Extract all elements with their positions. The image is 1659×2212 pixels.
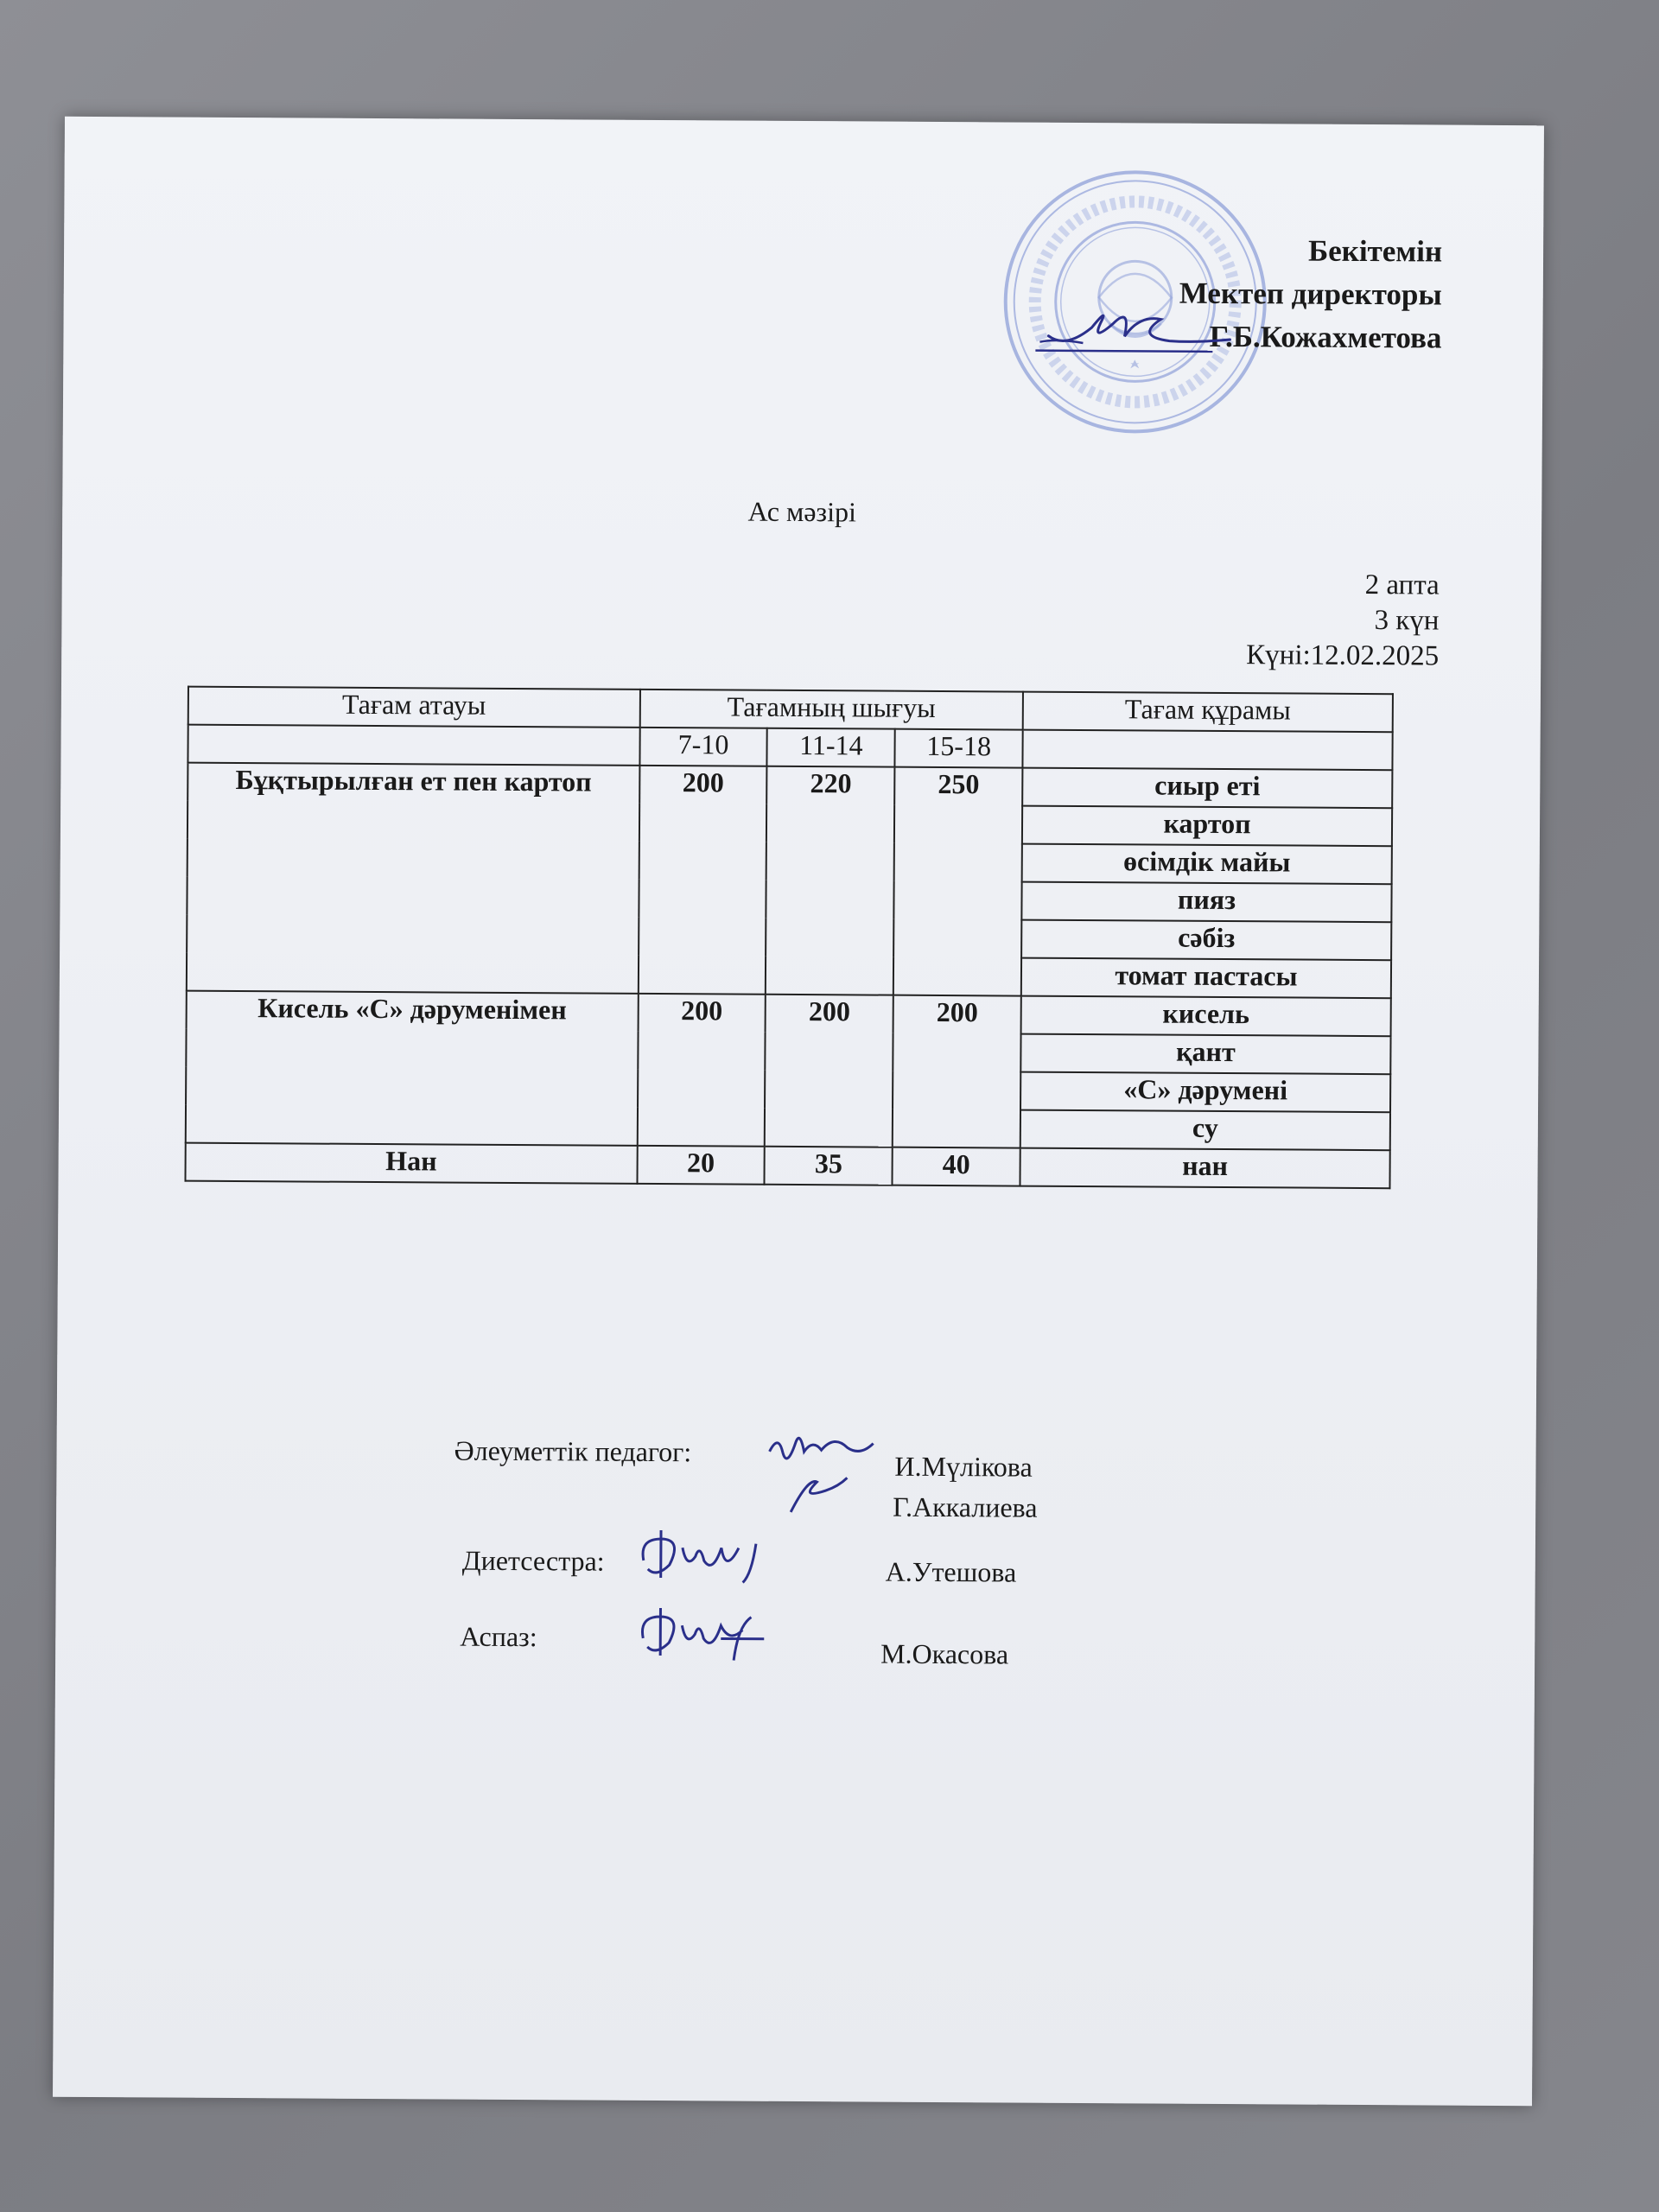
approval-heading: Бекітемін [1307,233,1443,269]
header-age-1: 7-10 [639,728,767,766]
page-title: Ас мәзірі [747,495,857,528]
qty-age-3: 250 [893,767,1022,996]
qty-age-2: 200 [765,995,893,1147]
date-label: Күні:12.02.2025 [1246,639,1440,672]
menu-table [184,686,1393,1190]
director-signature-icon [1031,289,1239,367]
qty-age-3: 200 [893,995,1021,1148]
ingredient: картоп [1022,806,1392,847]
social-pedagogue-signature-icon [765,1417,878,1522]
table-row [187,991,1391,1037]
ingredient: «С» дәрумені [1020,1072,1390,1113]
document-page [53,117,1544,2106]
approval-position: Мектеп директоры [1179,276,1442,312]
day-label: 3 күн [1374,605,1440,637]
social-pedagogue-name-2: Г.Аккалиева [893,1491,1038,1523]
header-dish: Тағам атауы [188,687,640,728]
ingredient: сәбіз [1021,920,1391,961]
social-pedagogue-name-1: И.Мүлікова [894,1450,1033,1483]
menu-meta [1246,567,1440,674]
qty-age-1: 20 [637,1146,765,1185]
ingredient: томат пастасы [1021,958,1391,999]
ingredient: қант [1020,1034,1390,1075]
header-empty [1022,730,1392,771]
dish-name: Бұқтырылған ет пен картоп [187,763,639,994]
ingredient: сиыр еті [1022,768,1392,809]
ingredient: өсімдік майы [1022,844,1392,885]
header-age-3: 15-18 [895,729,1023,768]
dish-name: Кисель «С» дәруменімен [186,991,639,1146]
qty-age-3: 40 [893,1147,1020,1186]
signatures-block [55,1292,1536,1670]
ingredient: пияз [1021,882,1391,923]
header-age-2: 11-14 [767,728,895,767]
qty-age-1: 200 [638,766,766,995]
cook-label: Аспаз: [460,1620,537,1653]
table-row [185,1143,1389,1189]
dietitian-name: А.Утешова [885,1555,1017,1588]
qty-age-2: 220 [766,766,894,995]
ingredient: су [1020,1110,1390,1151]
social-pedagogue-label: Әлеуметтік педагог: [454,1434,692,1468]
cook-name: М.Окасова [880,1637,1009,1670]
ingredient: кисель [1021,996,1391,1037]
dietitian-label: Диетсестра: [461,1544,605,1577]
week-label: 2 апта [1364,569,1440,601]
qty-age-1: 200 [637,994,766,1147]
ingredient: нан [1020,1148,1389,1189]
header-empty [188,725,639,766]
table-row [188,763,1392,809]
cook-signature-icon [634,1599,772,1669]
header-yield: Тағамның шығуы [639,690,1023,730]
approval-director-name: Г.Б.Кожахметова [1209,319,1442,355]
dietitian-signature-icon [635,1522,773,1592]
qty-age-2: 35 [765,1147,893,1185]
dish-name: Нан [185,1143,637,1184]
header-composition: Тағам құрамы [1023,692,1393,733]
